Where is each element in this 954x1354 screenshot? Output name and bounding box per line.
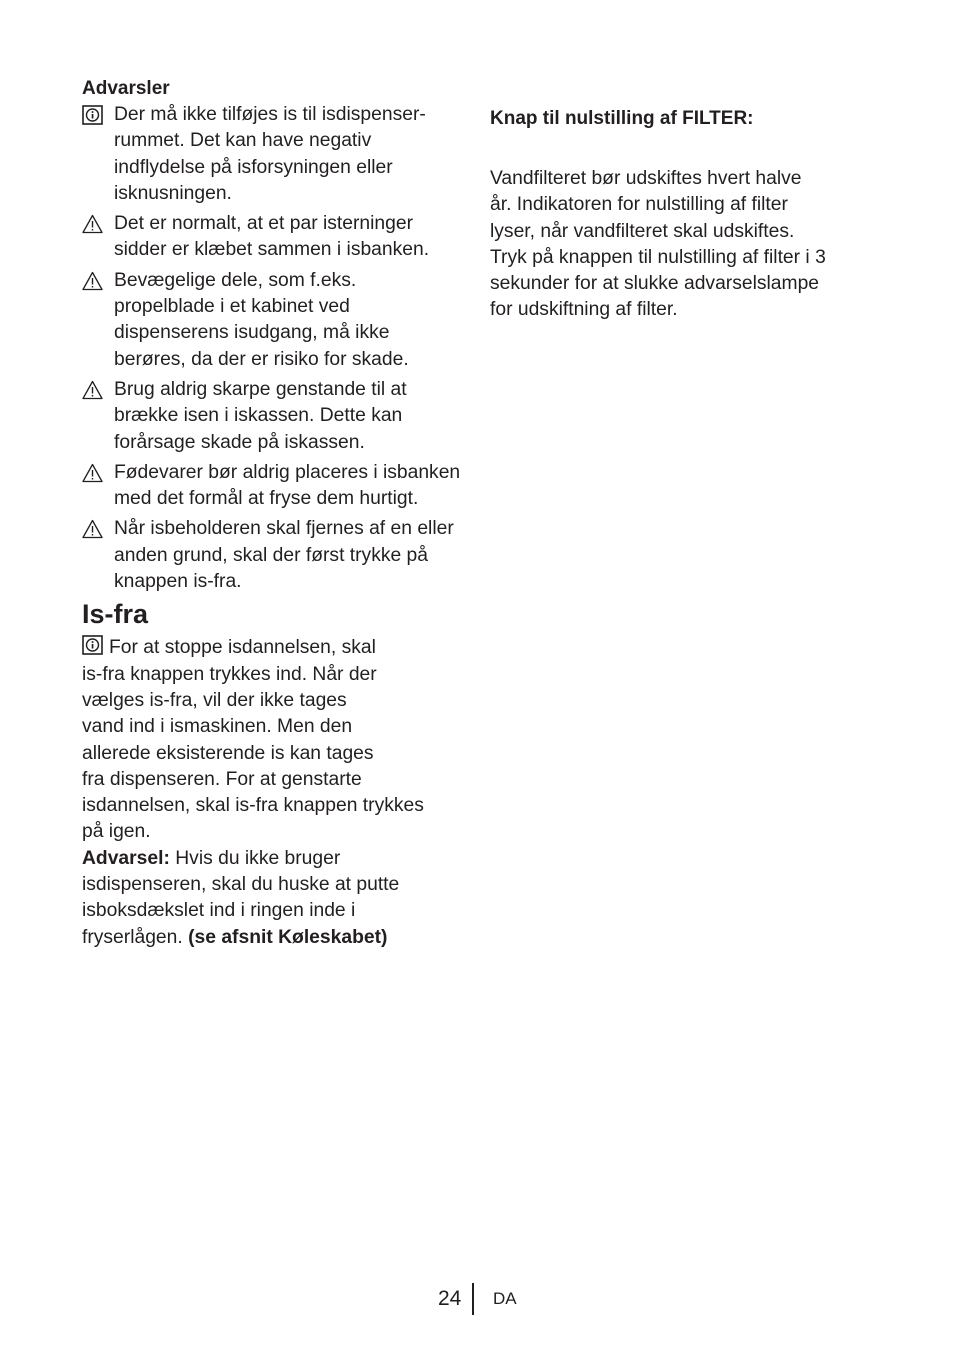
warning-item (82, 211, 467, 264)
intro-text: is-fra knappen trykkes ind. Når der (82, 663, 377, 685)
warning-text: isboksdækslet ind i ringen inde i (82, 900, 356, 922)
intro-text: vælges is-fra, vil der ikke tages (82, 689, 347, 711)
warning-line: indflydelse på isforsyningen eller (114, 156, 393, 178)
warning-item (82, 516, 467, 595)
warning-line: berøres, da der er risiko for skade. (114, 348, 409, 370)
warning-line: med det formål at fryse dem hurtigt. (114, 488, 419, 510)
intro-line (82, 741, 467, 767)
warning-text: isdispenseren, skal du huske at putte (82, 874, 400, 896)
warning-line: Det er normalt, at et par isterninger (114, 213, 413, 235)
warning-line: Bevægelige dele, som f.eks. (114, 269, 357, 291)
warning-icon (82, 271, 103, 291)
right-column (490, 106, 870, 324)
warning-line: anden grund, skal der først trykke på (114, 544, 429, 566)
warning-line: Der må ikke tilføjes is til isdispenser- (114, 104, 426, 125)
warning-text-line (82, 872, 467, 898)
intro-line (82, 662, 467, 688)
info-icon (82, 635, 103, 655)
page-footer (0, 1283, 954, 1317)
filter-text-line: Vandfilteret bør udskiftes hvert halve (490, 168, 802, 189)
warning-icon (82, 519, 103, 539)
filter-text-line: lyser, når vandfilteret skal udskiftes. (490, 220, 795, 242)
warning-text-line (82, 898, 467, 924)
filter-text-line: år. Indikatoren for nulstilling af filter (490, 194, 788, 216)
language-code: DA (493, 1289, 517, 1308)
warning-line: propelblade i et kabinet ved (114, 296, 350, 318)
warning-item (82, 377, 467, 456)
filter-text-line: sekunder for at slukke advarselslampe (490, 273, 820, 295)
intro-line (82, 767, 467, 793)
page-number: 24 (438, 1287, 462, 1310)
intro-line (82, 714, 467, 740)
intro-line (82, 688, 467, 714)
warning-text-line (82, 925, 467, 951)
warning-icon (82, 463, 103, 483)
warning-text: Hvis du ikke bruger (169, 847, 341, 869)
warning-label: Advarsel: (82, 847, 170, 869)
info-icon (82, 105, 103, 125)
left-column (82, 78, 467, 951)
warning-item (82, 460, 467, 513)
warning-line: isknusningen. (114, 182, 232, 204)
warning-line: rummet. Det kan have negativ (114, 130, 372, 152)
intro-text: fra dispenseren. For at genstarte (82, 768, 362, 790)
intro-text: allerede eksisterende is kan tages (82, 742, 374, 764)
warning-icon (82, 214, 103, 234)
warning-line: Når isbeholderen skal fjernes af en eller (114, 518, 454, 540)
warnings-heading: Advarsler (82, 78, 170, 99)
warning-line: knappen is-fra. (114, 571, 242, 593)
warning-line: forårsage skade på iskassen. (114, 431, 365, 453)
intro-line (82, 635, 467, 661)
section-reference: (se afsnit Køleskabet) (188, 926, 388, 948)
warning-icon (82, 380, 103, 400)
warning-text-line (82, 846, 467, 872)
filter-reset-heading: Knap til nulstilling af FILTER: (490, 108, 754, 129)
ice-off-intro (82, 635, 467, 845)
warning-item (82, 268, 467, 373)
warning-line: Fødevarer bør aldrig placeres i isbanken (114, 461, 461, 483)
warning-line: brække isen i iskassen. Dette kan (114, 405, 403, 427)
warning-line: sidder er klæbet sammen i isbanken. (114, 239, 430, 261)
section-title: Is-fra (82, 599, 149, 630)
warning-text: fryserlågen. (82, 926, 189, 948)
intro-text: For at stoppe isdannelsen, skal (109, 637, 376, 659)
warning-line: dispenserens isudgang, må ikke (114, 322, 390, 344)
intro-text: vand ind i ismaskinen. Men den (82, 716, 353, 738)
warning-line: Brug aldrig skarpe genstande til at (114, 378, 407, 400)
filter-text-line: Tryk på knappen til nulstilling af filter i 3 (490, 246, 826, 268)
filter-reset-text (490, 166, 870, 324)
warnings-list (82, 102, 467, 595)
intro-line (82, 793, 467, 819)
ice-off-warning (82, 846, 467, 951)
footer-divider (472, 1283, 474, 1315)
intro-text: isdannelsen, skal is-fra knappen trykkes (82, 795, 424, 817)
warning-item (82, 102, 467, 207)
intro-text: på igen. (82, 821, 151, 843)
filter-text-line: for udskiftning af filter. (490, 299, 678, 321)
intro-line (82, 819, 467, 845)
